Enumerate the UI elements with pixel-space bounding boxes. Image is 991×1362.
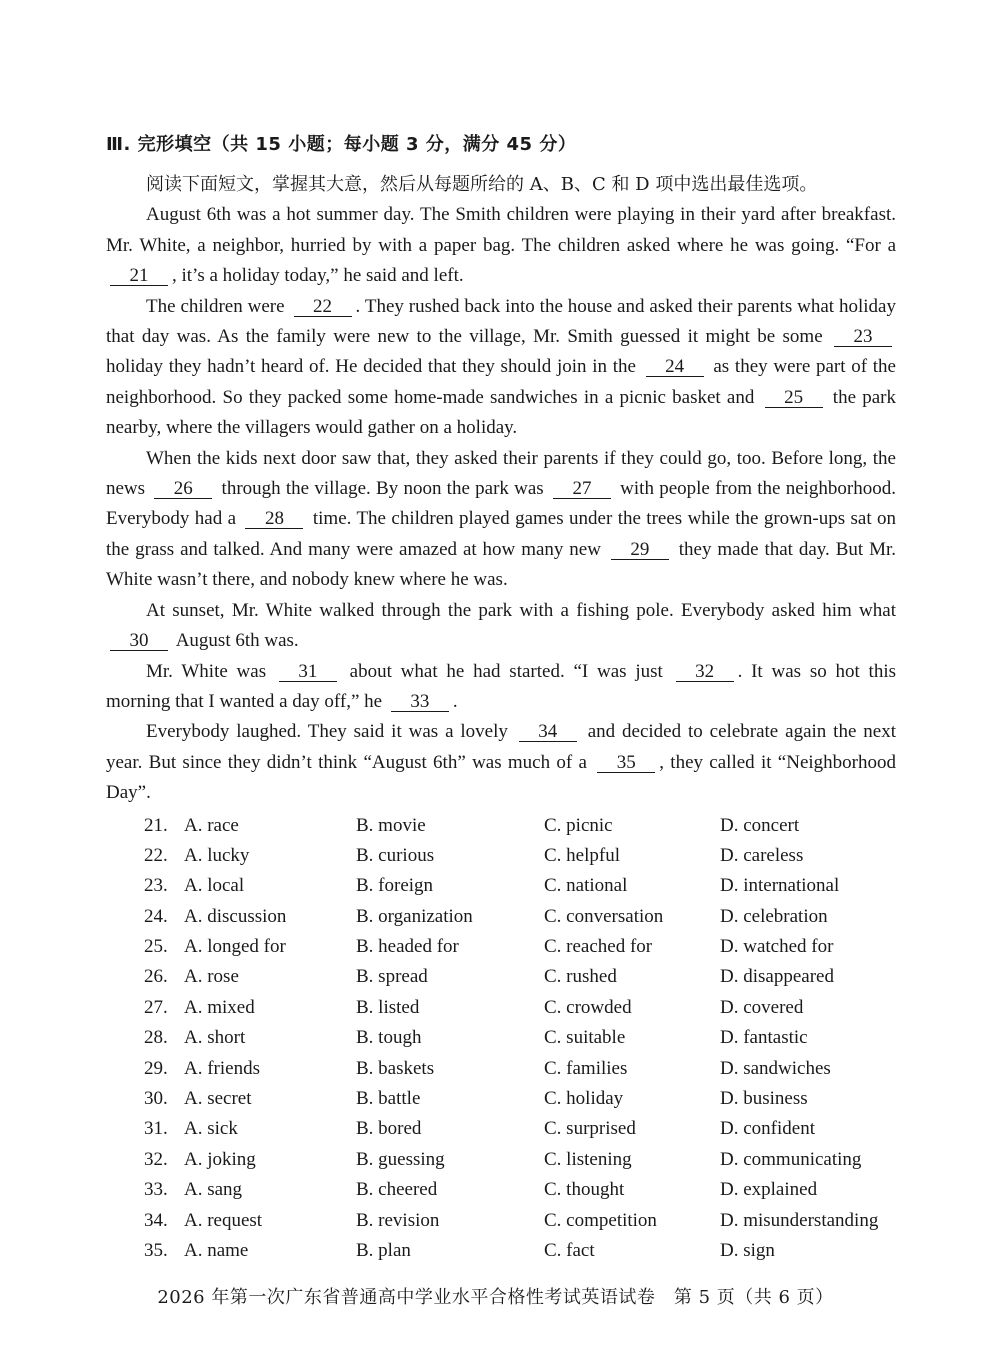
option-d: D. sign bbox=[720, 1240, 775, 1261]
passage-text: Mr. White was bbox=[146, 660, 275, 682]
option-d: D. confident bbox=[720, 1118, 815, 1140]
passage-text: and decided to celebrate again the next year. But since they didn’t think “August 6th” was much of a bbox=[106, 721, 896, 773]
option-c: C. thought bbox=[544, 1179, 625, 1201]
option-a: A. friends bbox=[184, 1057, 260, 1079]
option-d: D. covered bbox=[720, 996, 804, 1018]
blank-28: 28 bbox=[245, 509, 303, 529]
option-b: B. organization bbox=[356, 905, 473, 927]
passage-text: , they called it “Neighborhood Day”. bbox=[106, 751, 896, 804]
option-b: B. plan bbox=[356, 1240, 411, 1261]
option-row bbox=[106, 902, 896, 932]
option-row bbox=[106, 1054, 896, 1084]
option-d: D. communicating bbox=[720, 1148, 862, 1170]
option-a: A. discussion bbox=[184, 905, 287, 927]
option-row bbox=[106, 1145, 896, 1175]
option-row bbox=[106, 1236, 896, 1266]
option-b: B. foreign bbox=[356, 875, 434, 897]
blank-29: 29 bbox=[611, 540, 669, 560]
question-number: 33. bbox=[144, 1179, 168, 1201]
question-number: 26. bbox=[144, 966, 168, 988]
option-c: C. surprised bbox=[544, 1118, 636, 1140]
question-number: 22. bbox=[144, 844, 168, 866]
option-b: B. movie bbox=[356, 814, 426, 836]
option-c: C. helpful bbox=[544, 844, 620, 866]
passage-paragraph bbox=[106, 657, 896, 718]
question-number: 29. bbox=[144, 1057, 168, 1079]
option-a: A. short bbox=[184, 1027, 246, 1049]
passage-text: through the village. By noon the park was bbox=[216, 478, 549, 500]
option-b: B. battle bbox=[356, 1088, 421, 1110]
option-d: D. concert bbox=[720, 814, 800, 836]
passage-text: as they were part of the neighborhood. So they packed some home-made sandwiches in a picnic basket and bbox=[106, 356, 896, 408]
option-b: B. spread bbox=[356, 966, 428, 988]
question-number: 23. bbox=[144, 875, 168, 897]
option-row bbox=[106, 932, 896, 962]
option-c: C. fact bbox=[544, 1240, 595, 1261]
option-c: C. national bbox=[544, 875, 628, 897]
exam-page bbox=[106, 130, 896, 1266]
option-row bbox=[106, 993, 896, 1023]
question-number: 34. bbox=[144, 1209, 168, 1231]
options-list bbox=[106, 811, 896, 1267]
option-row bbox=[106, 1114, 896, 1144]
option-a: A. joking bbox=[184, 1148, 256, 1170]
blank-30: 30 bbox=[110, 631, 168, 651]
option-d: D. explained bbox=[720, 1179, 818, 1201]
option-a: A. rose bbox=[184, 966, 239, 988]
option-c: C. reached for bbox=[544, 936, 653, 958]
option-b: B. tough bbox=[356, 1027, 422, 1049]
option-d: D. celebration bbox=[720, 905, 828, 927]
option-a: A. request bbox=[184, 1209, 263, 1231]
question-number: 24. bbox=[144, 905, 168, 927]
option-a: A. mixed bbox=[184, 996, 255, 1018]
passage-text: time. The children played games under the trees while the grown-ups sat on the grass and talked. And many were amazed at how many new bbox=[106, 508, 896, 560]
blank-34: 34 bbox=[519, 722, 577, 742]
option-c: C. suitable bbox=[544, 1027, 626, 1049]
option-a: A. lucky bbox=[184, 844, 250, 866]
option-d: D. business bbox=[720, 1088, 808, 1110]
option-b: B. guessing bbox=[356, 1148, 445, 1170]
passage-paragraph bbox=[106, 596, 896, 657]
option-b: B. headed for bbox=[356, 936, 459, 958]
option-d: D. international bbox=[720, 875, 840, 897]
option-d: D. sandwiches bbox=[720, 1057, 831, 1079]
option-d: D. careless bbox=[720, 844, 804, 866]
option-row bbox=[106, 1084, 896, 1114]
instruction: 阅读下面短文，掌握其大意，然后从每题所给的 A、B、C 和 D 项中选出最佳选项。 bbox=[146, 174, 818, 195]
option-a: A. sick bbox=[184, 1118, 238, 1140]
blank-24: 24 bbox=[646, 357, 704, 377]
question-number: 27. bbox=[144, 996, 168, 1018]
question-number: 25. bbox=[144, 936, 168, 958]
passage-text: When the kids next door saw that, they asked their parents if they could go, too. Before long, the news bbox=[106, 447, 896, 500]
page-footer: 2026 年第一次广东省普通高中学业水平合格性考试英语试卷 第 5 页（共 6 页） bbox=[157, 1287, 834, 1308]
passage-paragraph bbox=[106, 200, 896, 291]
passage-text: August 6th was. bbox=[172, 630, 299, 652]
question-number: 21. bbox=[144, 814, 168, 836]
passage-text: . bbox=[452, 690, 458, 712]
option-d: D. fantastic bbox=[720, 1027, 808, 1049]
passage-paragraph bbox=[106, 444, 896, 596]
option-row bbox=[106, 841, 896, 871]
question-number: 35. bbox=[144, 1240, 168, 1261]
cloze-passage bbox=[106, 200, 896, 808]
blank-31: 31 bbox=[279, 662, 337, 682]
option-d: D. disappeared bbox=[720, 966, 834, 988]
option-a: A. race bbox=[184, 814, 239, 836]
passage-text: August 6th was a hot summer day. The Smith children were playing in their yard after breakfast. Mr. White, a neighbor, hurried by with a paper bag. The children asked where he was going. “For a bbox=[106, 204, 896, 256]
option-c: C. competition bbox=[544, 1209, 657, 1231]
blank-22: 22 bbox=[294, 297, 352, 317]
option-b: B. cheered bbox=[356, 1179, 438, 1201]
passage-text: The children were bbox=[146, 295, 290, 317]
section-title: Ⅲ. 完形填空（共 15 小题；每小题 3 分，满分 45 分） bbox=[106, 134, 577, 155]
option-row bbox=[106, 1023, 896, 1053]
option-b: B. curious bbox=[356, 844, 435, 866]
blank-27: 27 bbox=[553, 479, 611, 499]
option-b: B. revision bbox=[356, 1209, 440, 1231]
passage-paragraph bbox=[106, 717, 896, 808]
passage-text: the park nearby, where the villagers would gather on a holiday. bbox=[106, 386, 896, 439]
question-number: 32. bbox=[144, 1148, 168, 1170]
option-c: C. rushed bbox=[544, 966, 617, 988]
option-d: D. misunderstanding bbox=[720, 1209, 879, 1231]
option-c: C. conversation bbox=[544, 905, 664, 927]
option-c: C. families bbox=[544, 1057, 628, 1079]
passage-text: they made that day. But Mr. White wasn’t there, and nobody knew where he was. bbox=[106, 538, 896, 591]
option-a: A. longed for bbox=[184, 936, 286, 958]
option-row bbox=[106, 871, 896, 901]
option-row bbox=[106, 1175, 896, 1205]
question-number: 28. bbox=[144, 1027, 168, 1049]
option-c: C. holiday bbox=[544, 1088, 624, 1110]
option-row bbox=[106, 962, 896, 992]
option-c: C. crowded bbox=[544, 996, 632, 1018]
blank-25: 25 bbox=[765, 388, 823, 408]
option-a: A. local bbox=[184, 875, 245, 897]
question-number: 30. bbox=[144, 1088, 168, 1110]
option-a: A. sang bbox=[184, 1179, 243, 1201]
blank-21: 21 bbox=[110, 266, 168, 286]
blank-32: 32 bbox=[676, 662, 734, 682]
option-b: B. bored bbox=[356, 1118, 422, 1140]
option-c: C. picnic bbox=[544, 814, 613, 836]
option-a: A. name bbox=[184, 1240, 249, 1261]
passage-text: Everybody laughed. They said it was a lovely bbox=[146, 721, 515, 743]
passage-text: holiday they hadn’t heard of. He decided that they should join in the bbox=[106, 356, 642, 378]
passage-text: , it’s a holiday today,” he said and left. bbox=[172, 265, 464, 287]
option-row bbox=[106, 1206, 896, 1236]
blank-23: 23 bbox=[834, 327, 892, 347]
passage-text: . They rushed back into the house and asked their parents what holiday that day was. As the family were new to the village, Mr. Smith guessed it might be some bbox=[106, 295, 896, 348]
option-c: C. listening bbox=[544, 1148, 632, 1170]
passage-text: . It was so hot this morning that I wanted a day off,” he bbox=[106, 660, 896, 712]
passage-text: with people from the neighborhood. Everybody had a bbox=[106, 478, 896, 530]
option-b: B. listed bbox=[356, 996, 420, 1018]
passage-text: At sunset, Mr. White walked through the park with a fishing pole. Everybody asked him what bbox=[146, 599, 896, 621]
option-b: B. baskets bbox=[356, 1057, 435, 1079]
blank-35: 35 bbox=[597, 753, 655, 773]
passage-text: about what he had started. “I was just bbox=[340, 660, 672, 682]
blank-26: 26 bbox=[154, 479, 212, 499]
passage-paragraph bbox=[106, 292, 896, 444]
option-d: D. watched for bbox=[720, 936, 834, 958]
blank-33: 33 bbox=[391, 692, 449, 712]
option-a: A. secret bbox=[184, 1088, 252, 1110]
option-row bbox=[106, 811, 896, 841]
question-number: 31. bbox=[144, 1118, 168, 1140]
